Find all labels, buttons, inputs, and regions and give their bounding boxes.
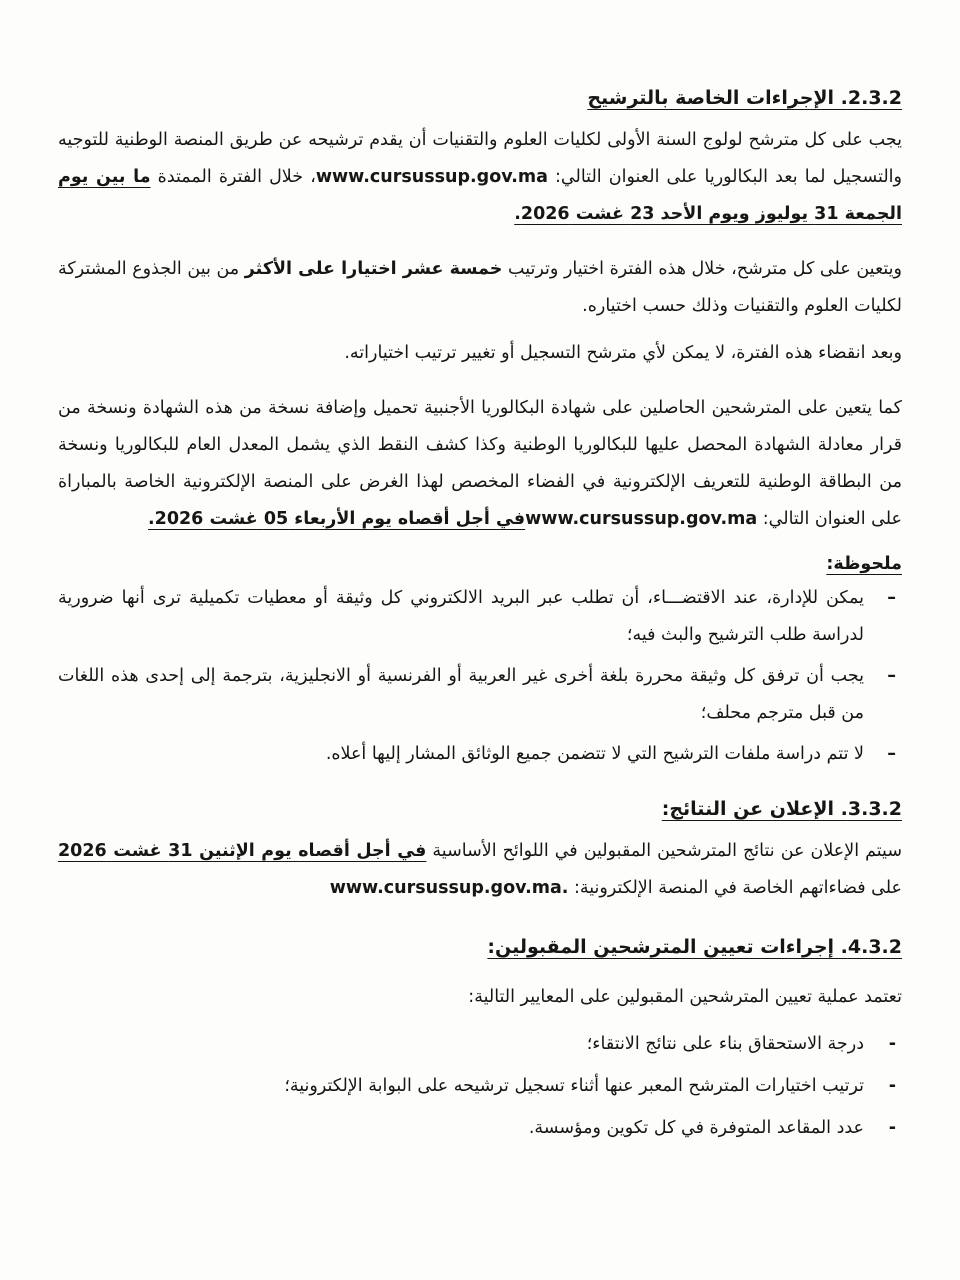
paragraph-text: سيتم الإعلان عن نتائج المترشحين المقبولين في اللوائح الأساسية [426, 841, 902, 861]
website-link[interactable]: www.cursussup.gov.ma [315, 167, 548, 187]
paragraph-text: ويتعين على كل مترشح، خلال هذه الفترة اختيار وترتيب [502, 259, 902, 279]
list-item [58, 580, 902, 654]
paragraph-text: ، خلال الفترة الممتدة [150, 167, 316, 187]
section-heading-4-3-2: 4.3.2. إجراءات تعيين المترشحين المقبولين: [487, 936, 902, 958]
dash-bullet: – [887, 666, 896, 686]
list-item-text: عدد المقاعد المتوفرة في كل تكوين ومؤسسة. [528, 1118, 864, 1138]
list-item [58, 1026, 902, 1062]
paragraph-foreign-baccalaureate [58, 390, 902, 538]
dash-bullet: - [888, 1034, 896, 1054]
website-link[interactable]: www.cursussup.gov.ma. [329, 878, 569, 898]
paragraph-text: كما يتعين على المترشحين الحاصلين على شهادة البكالوريا الأجنبية تحميل وإضافة نسخة من هذه الشهادة ونسخة من قرار معادلة الشهادة المحصل عليها للبكالوريا الوطنية وكذا كشف النقط الذي يشمل المعدل العام للبكالوريا ونسخة من البطاقة الوطنية للتعريف الإلكترونية في الفضاء المخصص لهذا الغرض على المنصة الإلكترونية الخاصة بالمباراة على العنوان التالي: [58, 398, 902, 529]
list-item [58, 658, 902, 732]
criteria-intro: تعتمد عملية تعيين المترشحين المقبولين على المعايير التالية: [468, 987, 902, 1007]
note-label: ملحوظة: [826, 554, 902, 574]
list-item-text: ترتيب اختيارات المترشح المعبر عنها أثناء تسجيل ترشيحه على البوابة الإلكترونية؛ [284, 1076, 864, 1096]
application-dates: ما بين يوم الجمعة 31 يوليوز ويوم الأحد 23 غشت 2026. [58, 167, 902, 224]
dash-bullet: - [888, 1118, 896, 1138]
section-heading-2-3-2: 2.3.2. الإجراءات الخاصة بالترشيح [587, 87, 902, 109]
section-heading-3-3-2: 3.3.2. الإعلان عن النتائج: [661, 798, 902, 820]
paragraph-choices [58, 251, 902, 325]
results-deadline: في أجل أقصاه يوم الإثنين 31 غشت 2026 [58, 841, 427, 861]
dash-bullet: – [887, 588, 896, 608]
dash-bullet: – [887, 744, 896, 764]
list-item [58, 1068, 902, 1104]
paragraph-text: من بين الجذوع المشتركة لكليات العلوم والتقنيات وذلك حسب اختياره. [58, 259, 902, 316]
list-item [58, 1110, 902, 1146]
paragraph-text: يجب على كل مترشح لولوج السنة الأولى لكليات العلوم والتقنيات أن يقدم ترشيحه عن طريق المنصة الوطنية للتوجيه والتسجيل لما بعد البكالوريا على العنوان التالي: [58, 130, 902, 187]
choices-limit: خمسة عشر اختيارا على الأكثر [244, 259, 503, 279]
list-item [58, 736, 902, 773]
website-link[interactable]: www.cursussup.gov.ma [525, 509, 758, 529]
paragraph-deadline-note: وبعد انقضاء هذه الفترة، لا يمكن لأي مترشح التسجيل أو تغيير ترتيب اختياراته. [344, 343, 902, 363]
criteria-list [58, 1026, 902, 1146]
list-item-text: لا تتم دراسة ملفات الترشيح التي لا تتضمن جميع الوثائق المشار إليها أعلاه. [325, 744, 864, 764]
paragraph-application-period [58, 122, 902, 233]
paragraph-results [58, 833, 902, 907]
dash-bullet: - [888, 1076, 896, 1096]
paragraph-text: على فضاءاتهم الخاصة في المنصة الإلكترونية: [568, 878, 902, 898]
list-item-text: درجة الاستحقاق بناء على نتائج الانتقاء؛ [586, 1034, 864, 1054]
notes-list [58, 580, 902, 773]
list-item-text: يجب أن ترفق كل وثيقة محررة بلغة أخرى غير العربية أو الفرنسية أو الانجليزية، بترجمة إلى إحدى هذه اللغات من قبل مترجم محلف؛ [58, 666, 864, 723]
list-item-text: يمكن للإدارة، عند الاقتضـــاء، أن تطلب عبر البريد الالكتروني كل وثيقة أو معطيات تكميلية ترى أنها ضرورية لدراسة طلب الترشيح والبث فيه؛ [58, 588, 864, 645]
upload-deadline: في أجل أقصاه يوم الأربعاء 05 غشت 2026. [148, 509, 526, 529]
